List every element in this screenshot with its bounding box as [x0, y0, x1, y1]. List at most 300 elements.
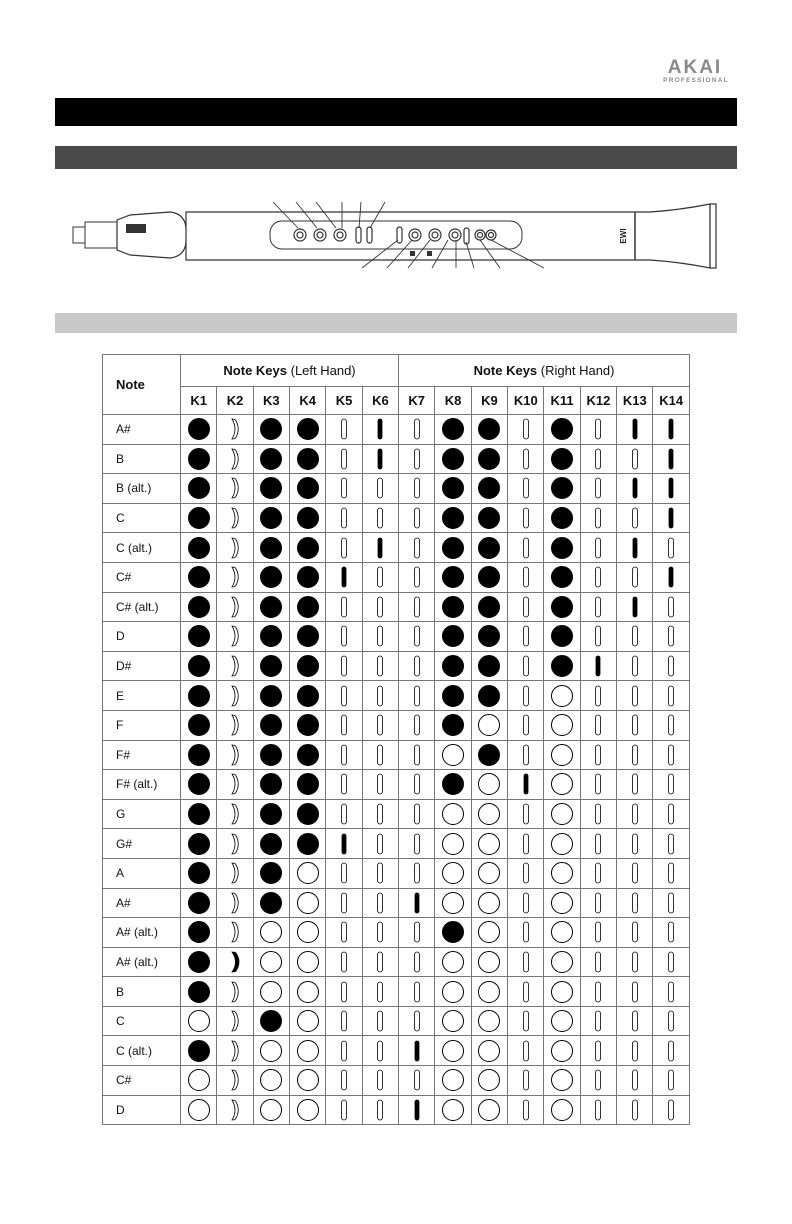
key-open-bar [378, 626, 383, 646]
key-cell-k7 [399, 592, 435, 622]
key-pressed-circle-icon [259, 743, 283, 767]
key-pressed-circle [552, 508, 573, 529]
key-pressed-circle [552, 537, 573, 558]
key-open-circle-icon [477, 980, 501, 1004]
key-pressed-circle-icon [187, 1039, 211, 1063]
key-open-bar [378, 686, 383, 706]
key-open-crescent [232, 893, 238, 913]
key-open-bar [523, 922, 528, 942]
key-open-bar [632, 863, 637, 883]
key-cell-k13 [617, 562, 653, 592]
key-open-crescent-icon [223, 624, 247, 648]
key-cell-k12 [580, 1006, 616, 1036]
key-pressed-bar [342, 834, 346, 854]
key-open-circle-icon [259, 980, 283, 1004]
key-pressed-circle-icon [187, 506, 211, 530]
key-cell-k12 [580, 947, 616, 977]
key-pressed-circle [479, 685, 500, 706]
key-cell-k3 [253, 562, 289, 592]
key-open-crescent [232, 626, 238, 646]
key-pressed-circle [261, 774, 282, 795]
key-cell-k2 [217, 503, 253, 533]
table-row [103, 503, 690, 533]
key-pressed-bar [524, 774, 528, 794]
key-open-circle-icon [441, 891, 465, 915]
key-open-bar [414, 922, 419, 942]
key-cell-k11 [544, 947, 580, 977]
key-pressed-circle [261, 596, 282, 617]
key-open-bar-icon [514, 802, 538, 826]
key-open-bar-icon [405, 920, 429, 944]
key-open-bar-icon [332, 624, 356, 648]
key-cell-k2 [217, 622, 253, 652]
key-open-bar-icon [405, 595, 429, 619]
key-open-bar [632, 745, 637, 765]
key-pressed-circle-icon [550, 506, 574, 530]
key-cell-k14 [653, 503, 690, 533]
key-open-circle-icon [259, 1039, 283, 1063]
key-open-bar-icon [332, 1068, 356, 1092]
key-cell-k10 [508, 1095, 544, 1125]
key-cell-k1 [181, 1006, 217, 1036]
key-cell-k6 [362, 503, 398, 533]
key-open-crescent-icon [223, 802, 247, 826]
key-open-circle [443, 863, 464, 884]
key-pressed-circle-icon [477, 536, 501, 560]
key-open-crescent-icon [223, 476, 247, 500]
key-open-circle-icon [441, 743, 465, 767]
key-cell-k11 [544, 651, 580, 681]
key-cell-k11 [544, 888, 580, 918]
key-open-circle-icon [550, 1009, 574, 1033]
key-cell-k10 [508, 533, 544, 563]
key-cell-k4 [290, 977, 326, 1007]
key-open-crescent [232, 745, 238, 765]
key-open-circle [552, 1099, 573, 1120]
key-open-bar-icon [659, 772, 683, 796]
key-open-circle-icon [296, 1068, 320, 1092]
key-cell-k8 [435, 651, 471, 681]
key-open-circle-icon [550, 920, 574, 944]
key-open-bar-icon [368, 654, 392, 678]
key-open-bar [523, 1100, 528, 1120]
key-cell-k5 [326, 562, 362, 592]
key-cell-k9 [471, 651, 507, 681]
key-pressed-circle-icon [259, 713, 283, 737]
key-open-bar-icon [659, 713, 683, 737]
key-cell-k14 [653, 740, 690, 770]
key-open-bar [669, 745, 674, 765]
key-open-circle-icon [550, 684, 574, 708]
table-row [103, 622, 690, 652]
key-pressed-circle-icon [477, 595, 501, 619]
key-open-bar-icon [659, 950, 683, 974]
key-open-bar-icon [368, 743, 392, 767]
key-cell-k5 [326, 918, 362, 948]
key-open-bar-icon [514, 595, 538, 619]
key-cell-k3 [253, 858, 289, 888]
key-pressed-circle-icon [259, 476, 283, 500]
key-open-circle-icon [259, 1068, 283, 1092]
note-name: F# (alt.) [103, 770, 181, 800]
note-name: F [103, 710, 181, 740]
key-open-bar-icon [623, 743, 647, 767]
key-cell-k4 [290, 918, 326, 948]
key-open-bar-icon [332, 536, 356, 560]
key-cell-k1 [181, 622, 217, 652]
key-open-bar [669, 774, 674, 794]
key-cell-k1 [181, 474, 217, 504]
key-cell-k14 [653, 829, 690, 859]
key-cell-k4 [290, 740, 326, 770]
key-pressed-circle [297, 715, 318, 736]
key-cell-k14 [653, 799, 690, 829]
key-pressed-circle [261, 626, 282, 647]
key-open-bar [414, 656, 419, 676]
key-open-circle-icon [187, 1068, 211, 1092]
key-cell-k5 [326, 977, 362, 1007]
key-pressed-circle [261, 744, 282, 765]
key-open-bar-icon [659, 595, 683, 619]
table-row [103, 1006, 690, 1036]
key-cell-k12 [580, 533, 616, 563]
key-open-bar [632, 952, 637, 972]
key-cell-k1 [181, 799, 217, 829]
key-pressed-circle-icon [296, 684, 320, 708]
key-cell-k3 [253, 444, 289, 474]
key-cell-k13 [617, 1095, 653, 1125]
key-pressed-circle-icon [187, 684, 211, 708]
key-pressed-circle-icon [477, 447, 501, 471]
key-pressed-bar-icon [368, 447, 392, 471]
key-pressed-bar-icon [405, 1098, 429, 1122]
key-open-bar [669, 922, 674, 942]
key-open-bar [342, 952, 347, 972]
key-cell-k7 [399, 770, 435, 800]
key-cell-k1 [181, 977, 217, 1007]
key-open-bar [414, 686, 419, 706]
key-open-bar-icon [514, 1068, 538, 1092]
key-open-circle-icon [550, 772, 574, 796]
key-cell-k12 [580, 444, 616, 474]
key-cell-k14 [653, 474, 690, 504]
note-name: C (alt.) [103, 1036, 181, 1066]
key-open-circle [443, 833, 464, 854]
key-pressed-circle [188, 863, 209, 884]
key-cell-k10 [508, 592, 544, 622]
key-cell-k14 [653, 1066, 690, 1096]
key-pressed-circle-icon [550, 565, 574, 589]
key-pressed-bar-icon [659, 417, 683, 441]
key-open-circle [552, 833, 573, 854]
key-open-crescent [232, 686, 238, 706]
table-row [103, 562, 690, 592]
key-open-circle-icon [550, 891, 574, 915]
key-cell-k5 [326, 829, 362, 859]
key-cell-k8 [435, 1036, 471, 1066]
table-row [103, 947, 690, 977]
key-open-bar [414, 804, 419, 824]
key-cell-k5 [326, 681, 362, 711]
key-cell-k8 [435, 503, 471, 533]
key-open-bar-icon [586, 595, 610, 619]
key-open-bar [632, 1070, 637, 1090]
key-cell-k11 [544, 622, 580, 652]
key-pressed-circle [297, 626, 318, 647]
key-open-circle [552, 1040, 573, 1061]
key-open-bar [342, 745, 347, 765]
key-cell-k3 [253, 1036, 289, 1066]
key-cell-k4 [290, 533, 326, 563]
key-cell-k10 [508, 918, 544, 948]
table-row [103, 977, 690, 1007]
key-open-bar-icon [586, 772, 610, 796]
key-cell-k9 [471, 474, 507, 504]
key-open-bar-icon [332, 417, 356, 441]
key-cell-k5 [326, 503, 362, 533]
key-open-bar-icon [405, 772, 429, 796]
key-pressed-circle [297, 419, 318, 440]
key-open-crescent-icon [223, 980, 247, 1004]
key-open-crescent [232, 1070, 238, 1090]
key-open-bar-icon [659, 1098, 683, 1122]
key-cell-k12 [580, 651, 616, 681]
key-cell-k10 [508, 888, 544, 918]
key-cell-k12 [580, 592, 616, 622]
key-pressed-circle-icon [296, 802, 320, 826]
note-column-header: Note [103, 355, 181, 415]
key-open-circle [479, 804, 500, 825]
key-open-bar [669, 597, 674, 617]
key-open-bar [632, 982, 637, 1002]
key-pressed-circle-icon [259, 684, 283, 708]
key-open-circle-icon [477, 920, 501, 944]
key-open-circle [261, 1099, 282, 1120]
key-open-bar-icon [332, 980, 356, 1004]
note-name: D [103, 622, 181, 652]
key-cell-k1 [181, 681, 217, 711]
table-row [103, 740, 690, 770]
key-open-bar [596, 1011, 601, 1031]
key-open-bar-icon [332, 1009, 356, 1033]
key-cell-k10 [508, 562, 544, 592]
key-open-circle [479, 1040, 500, 1061]
key-header-k4: K4 [290, 387, 326, 415]
key-open-bar-icon [659, 802, 683, 826]
key-cell-k13 [617, 474, 653, 504]
key-open-bar-icon [368, 772, 392, 796]
key-pressed-circle-icon [477, 684, 501, 708]
key-open-bar-icon [586, 684, 610, 708]
key-open-circle [552, 685, 573, 706]
table-row [103, 799, 690, 829]
key-open-bar-icon [405, 624, 429, 648]
key-cell-k9 [471, 888, 507, 918]
key-cell-k12 [580, 710, 616, 740]
key-cell-k8 [435, 770, 471, 800]
key-cell-k1 [181, 1095, 217, 1125]
key-open-bar [632, 774, 637, 794]
note-name: A [103, 858, 181, 888]
key-pressed-circle [443, 508, 464, 529]
key-open-bar [523, 597, 528, 617]
key-cell-k10 [508, 858, 544, 888]
key-pressed-circle [552, 478, 573, 499]
key-open-bar [523, 982, 528, 1002]
key-open-bar-icon [586, 861, 610, 885]
table-row [103, 1066, 690, 1096]
key-open-bar [669, 952, 674, 972]
key-open-bar-icon [659, 743, 683, 767]
key-cell-k14 [653, 947, 690, 977]
key-open-bar-icon [332, 772, 356, 796]
key-open-bar [342, 1041, 347, 1061]
key-open-bar-icon [332, 1098, 356, 1122]
key-cell-k10 [508, 1006, 544, 1036]
key-cell-k10 [508, 829, 544, 859]
key-open-crescent [232, 863, 238, 883]
key-open-crescent-icon [223, 417, 247, 441]
key-cell-k4 [290, 1006, 326, 1036]
key-cell-k4 [290, 503, 326, 533]
key-header-k3: K3 [253, 387, 289, 415]
table-row [103, 829, 690, 859]
key-open-circle-icon [259, 950, 283, 974]
key-cell-k1 [181, 888, 217, 918]
key-open-bar [632, 686, 637, 706]
key-pressed-circle [479, 478, 500, 499]
key-pressed-circle-icon [477, 476, 501, 500]
key-pressed-circle [261, 448, 282, 469]
key-open-bar [342, 863, 347, 883]
key-open-crescent-icon [223, 506, 247, 530]
key-open-crescent [232, 597, 238, 617]
key-open-circle-icon [296, 980, 320, 1004]
key-open-bar-icon [332, 506, 356, 530]
key-open-bar-icon [368, 891, 392, 915]
key-pressed-circle-icon [259, 861, 283, 885]
key-open-circle [443, 981, 464, 1002]
key-cell-k9 [471, 503, 507, 533]
key-open-circle [297, 1099, 318, 1120]
key-cell-k4 [290, 651, 326, 681]
key-cell-k6 [362, 829, 398, 859]
key-open-crescent [232, 834, 238, 854]
key-cell-k9 [471, 799, 507, 829]
key-open-circle [297, 892, 318, 913]
key-open-bar [596, 893, 601, 913]
key-open-bar-icon [368, 950, 392, 974]
key-open-bar [342, 656, 347, 676]
key-pressed-circle [188, 744, 209, 765]
key-cell-k12 [580, 681, 616, 711]
key-open-circle [443, 892, 464, 913]
key-open-crescent [232, 538, 238, 558]
key-pressed-circle-icon [187, 417, 211, 441]
key-cell-k9 [471, 710, 507, 740]
key-cell-k9 [471, 622, 507, 652]
key-pressed-circle-icon [441, 447, 465, 471]
key-cell-k14 [653, 710, 690, 740]
key-cell-k1 [181, 710, 217, 740]
key-open-bar [414, 745, 419, 765]
key-open-crescent-icon [223, 891, 247, 915]
key-open-bar-icon [332, 891, 356, 915]
key-cell-k6 [362, 681, 398, 711]
key-cell-k9 [471, 592, 507, 622]
key-cell-k7 [399, 444, 435, 474]
key-open-bar [378, 893, 383, 913]
key-pressed-bar [633, 419, 637, 439]
key-pressed-bar-icon [659, 565, 683, 589]
key-cell-k5 [326, 770, 362, 800]
key-cell-k9 [471, 1066, 507, 1096]
table-row [103, 858, 690, 888]
key-open-crescent [232, 478, 238, 498]
note-name: C (alt.) [103, 533, 181, 563]
key-cell-k11 [544, 829, 580, 859]
key-cell-k7 [399, 858, 435, 888]
key-cell-k12 [580, 474, 616, 504]
key-open-bar [669, 804, 674, 824]
key-open-bar [523, 863, 528, 883]
key-cell-k8 [435, 415, 471, 445]
key-cell-k13 [617, 415, 653, 445]
key-open-bar-icon [623, 565, 647, 589]
key-pressed-circle-icon [550, 476, 574, 500]
key-open-bar-icon [368, 920, 392, 944]
key-cell-k8 [435, 562, 471, 592]
key-cell-k10 [508, 474, 544, 504]
key-pressed-circle [443, 922, 464, 943]
key-cell-k5 [326, 592, 362, 622]
key-open-bar [669, 863, 674, 883]
key-cell-k6 [362, 622, 398, 652]
key-cell-k5 [326, 444, 362, 474]
key-pressed-bar [378, 449, 382, 469]
key-cell-k7 [399, 1006, 435, 1036]
key-open-circle [479, 981, 500, 1002]
key-open-bar-icon [586, 417, 610, 441]
brand-name: AKAI [667, 57, 723, 78]
key-cell-k2 [217, 651, 253, 681]
key-open-bar [342, 419, 347, 439]
key-open-circle-icon [477, 1068, 501, 1092]
key-pressed-bar [378, 419, 382, 439]
key-open-bar [669, 982, 674, 1002]
key-cell-k13 [617, 592, 653, 622]
key-pressed-circle [188, 478, 209, 499]
key-pressed-circle-icon [259, 832, 283, 856]
key-cell-k5 [326, 651, 362, 681]
key-open-circle-icon [550, 861, 574, 885]
left-hand-group-header: Note Keys (Left Hand) [181, 355, 399, 387]
key-open-bar-icon [405, 506, 429, 530]
key-open-bar-icon [514, 654, 538, 678]
key-cell-k7 [399, 829, 435, 859]
key-open-circle [552, 1070, 573, 1091]
key-cell-k6 [362, 1036, 398, 1066]
key-cell-k6 [362, 1066, 398, 1096]
key-cell-k3 [253, 533, 289, 563]
key-cell-k6 [362, 888, 398, 918]
key-cell-k2 [217, 533, 253, 563]
key-cell-k1 [181, 562, 217, 592]
key-open-circle-icon [477, 802, 501, 826]
key-open-bar [414, 538, 419, 558]
key-open-circle-icon [441, 1098, 465, 1122]
key-open-bar [596, 567, 601, 587]
